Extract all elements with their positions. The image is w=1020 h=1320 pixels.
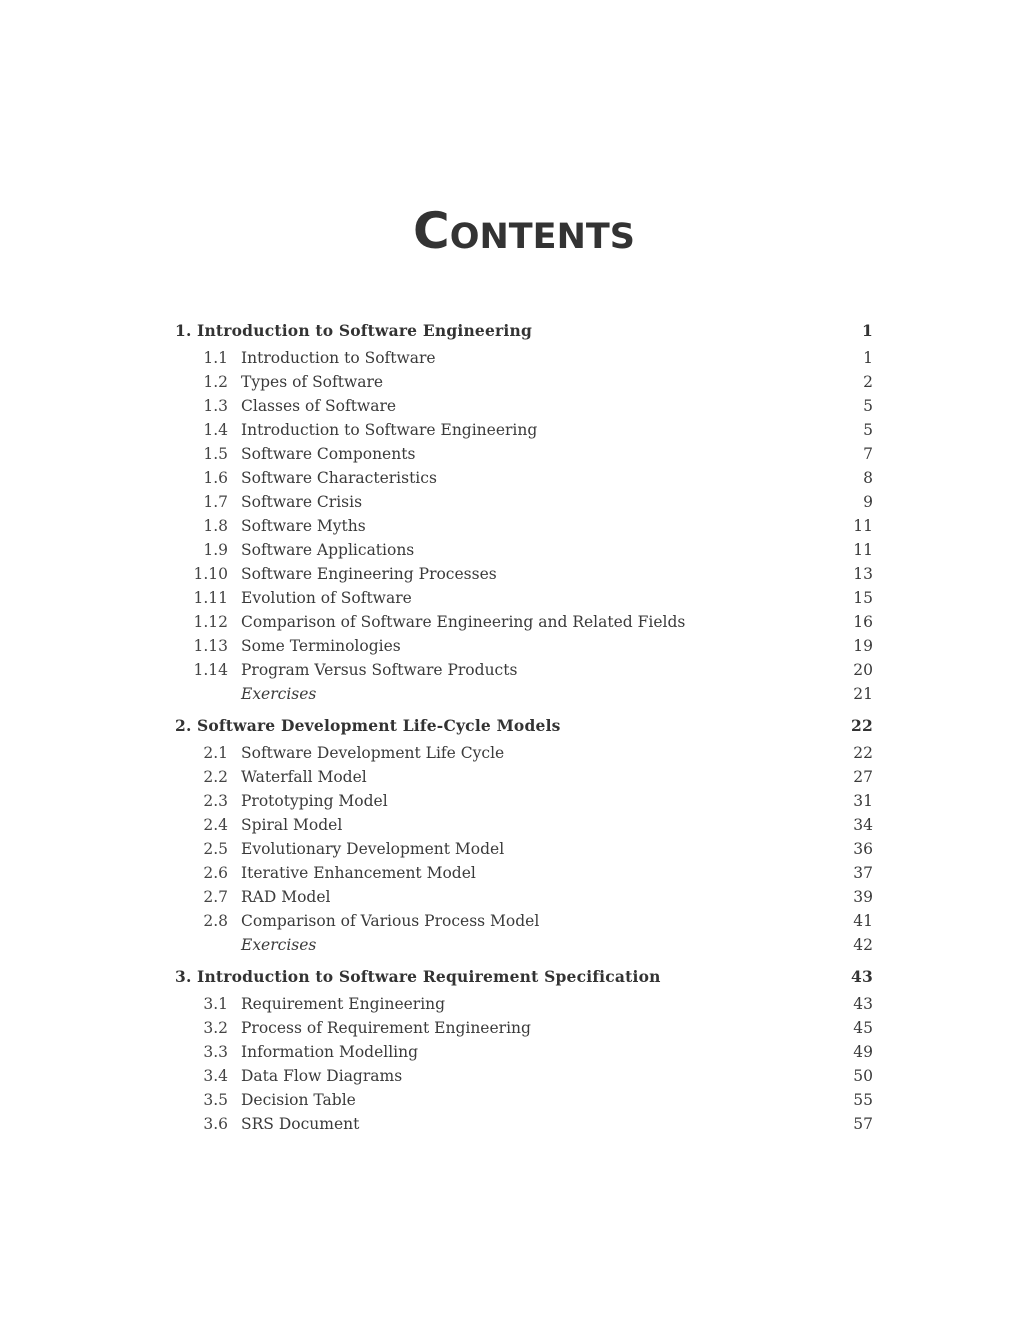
toc-section-entry[interactable] [175,418,873,442]
page-number: 15 [853,589,873,607]
page-number: 39 [853,888,873,906]
page-number: 43 [851,967,873,986]
section-number: 3.5 [203,1091,228,1109]
toc-section-entry[interactable] [175,1016,873,1040]
section-number: 1.13 [193,637,228,655]
page-number: 36 [853,840,873,858]
toc-section-entry[interactable] [175,610,873,634]
page-number: 19 [853,637,873,655]
section-number: 2.8 [203,912,228,930]
page-number: 1 [862,321,873,340]
section-number: 2.4 [203,816,228,834]
section-title: Software Components [241,445,416,463]
page-number: 9 [863,493,873,511]
page-number: 8 [863,469,873,487]
page-number: 57 [853,1115,873,1133]
toc-section-entry[interactable] [175,514,873,538]
exercises-title: Exercises [241,936,317,954]
section-number: 3.2 [203,1019,228,1037]
toc-section-entry[interactable] [175,466,873,490]
chapter-number: 3. [175,967,192,986]
section-title: Introduction to Software Engineering [241,421,538,439]
section-title: Requirement Engineering [241,995,446,1013]
toc-chapter-entry[interactable] [175,964,873,992]
section-number: 2.1 [203,744,228,762]
page-number: 43 [853,995,873,1013]
toc-section-entry[interactable] [175,992,873,1016]
chapter-title: Software Development Life-Cycle Models [197,716,561,735]
page-number: 7 [863,445,873,463]
section-title: Comparison of Software Engineering and Related Fields [241,613,686,631]
page-number: 5 [863,421,873,439]
chapter-number: 2. [175,716,192,735]
section-title: Process of Requirement Engineering [241,1019,531,1037]
toc-section-entry[interactable] [175,765,873,789]
section-number: 3.3 [203,1043,228,1061]
toc-section-entry[interactable] [175,538,873,562]
toc-exercises-entry[interactable] [175,933,873,957]
toc-section-entry[interactable] [175,909,873,933]
section-number: 2.3 [203,792,228,810]
section-number: 1.12 [193,613,228,631]
toc-section-entry[interactable] [175,837,873,861]
section-number: 1.5 [203,445,228,463]
page-title: Contents [413,202,635,260]
toc-section-entry[interactable] [175,1088,873,1112]
section-title: Evolution of Software [241,589,412,607]
page-number: 11 [853,517,873,535]
section-title: Software Applications [241,541,415,559]
section-number: 1.9 [203,541,228,559]
section-number: 2.6 [203,864,228,882]
page-number: 11 [853,541,873,559]
page-number: 34 [853,816,873,834]
section-title: Decision Table [241,1091,356,1109]
toc-section-entry[interactable] [175,586,873,610]
section-number: 3.4 [203,1067,228,1085]
page-number: 21 [853,685,873,703]
page-number: 37 [853,864,873,882]
toc-section-entry[interactable] [175,813,873,837]
toc-section-entry[interactable] [175,1040,873,1064]
page-number: 42 [853,936,873,954]
toc-section-entry[interactable] [175,789,873,813]
section-title: Classes of Software [241,397,397,415]
section-title: Introduction to Software [241,349,436,367]
page-number: 5 [863,397,873,415]
page-number: 45 [853,1019,873,1037]
section-number: 1.2 [203,373,228,391]
section-title: Program Versus Software Products [241,661,518,679]
table-of-contents [175,318,873,1136]
page-number: 22 [851,716,873,735]
section-number: 3.1 [203,995,228,1013]
section-title: Software Myths [241,517,366,535]
section-title: Comparison of Various Process Model [241,912,540,930]
section-title: Software Engineering Processes [241,565,497,583]
section-title: Software Development Life Cycle [241,744,505,762]
page-number: 2 [863,373,873,391]
page-number: 1 [863,349,873,367]
section-title: Iterative Enhancement Model [241,864,476,882]
page-number: 20 [853,661,873,679]
section-title: Data Flow Diagrams [241,1067,403,1085]
section-number: 1.7 [203,493,228,511]
toc-section-entry[interactable] [175,442,873,466]
section-title: SRS Document [241,1115,360,1133]
toc-chapter-entry[interactable] [175,318,873,346]
section-title: Prototyping Model [241,792,388,810]
section-number: 1.3 [203,397,228,415]
section-number: 1.4 [203,421,228,439]
toc-section-entry[interactable] [175,1112,873,1136]
section-number: 1.14 [193,661,228,679]
page-number: 41 [853,912,873,930]
section-number: 1.1 [203,349,228,367]
section-number: 2.5 [203,840,228,858]
section-title: Spiral Model [241,816,343,834]
page-number: 55 [853,1091,873,1109]
toc-section-entry[interactable] [175,370,873,394]
toc-section-entry[interactable] [175,885,873,909]
toc-section-entry[interactable] [175,1064,873,1088]
section-number: 2.2 [203,768,228,786]
toc-section-entry[interactable] [175,634,873,658]
section-title: Software Crisis [241,493,363,511]
toc-section-entry[interactable] [175,861,873,885]
page-number: 31 [853,792,873,810]
page-number: 16 [853,613,873,631]
chapter-number: 1. [175,321,192,340]
section-title: Waterfall Model [241,768,367,786]
toc-section-entry[interactable] [175,394,873,418]
section-number: 1.8 [203,517,228,535]
section-title: Software Characteristics [241,469,437,487]
toc-section-entry[interactable] [175,562,873,586]
page-number: 49 [853,1043,873,1061]
toc-exercises-entry[interactable] [175,682,873,706]
section-title: Information Modelling [241,1043,419,1061]
chapter-title: Introduction to Software Requirement Specification [197,967,661,986]
toc-chapter-entry[interactable] [175,713,873,741]
section-number: 2.7 [203,888,228,906]
section-number: 1.6 [203,469,228,487]
page-number: 22 [853,744,873,762]
toc-section-entry[interactable] [175,658,873,682]
section-title: Evolutionary Development Model [241,840,505,858]
section-number: 1.11 [193,589,228,607]
toc-section-entry[interactable] [175,490,873,514]
page-number: 13 [853,565,873,583]
section-title: Types of Software [241,373,384,391]
section-number: 1.10 [193,565,228,583]
page-number: 27 [853,768,873,786]
exercises-title: Exercises [241,685,317,703]
section-title: Some Terminologies [241,637,401,655]
toc-section-entry[interactable] [175,346,873,370]
chapter-title: Introduction to Software Engineering [197,321,533,340]
toc-section-entry[interactable] [175,741,873,765]
page-number: 50 [853,1067,873,1085]
section-title: RAD Model [241,888,331,906]
section-number: 3.6 [203,1115,228,1133]
